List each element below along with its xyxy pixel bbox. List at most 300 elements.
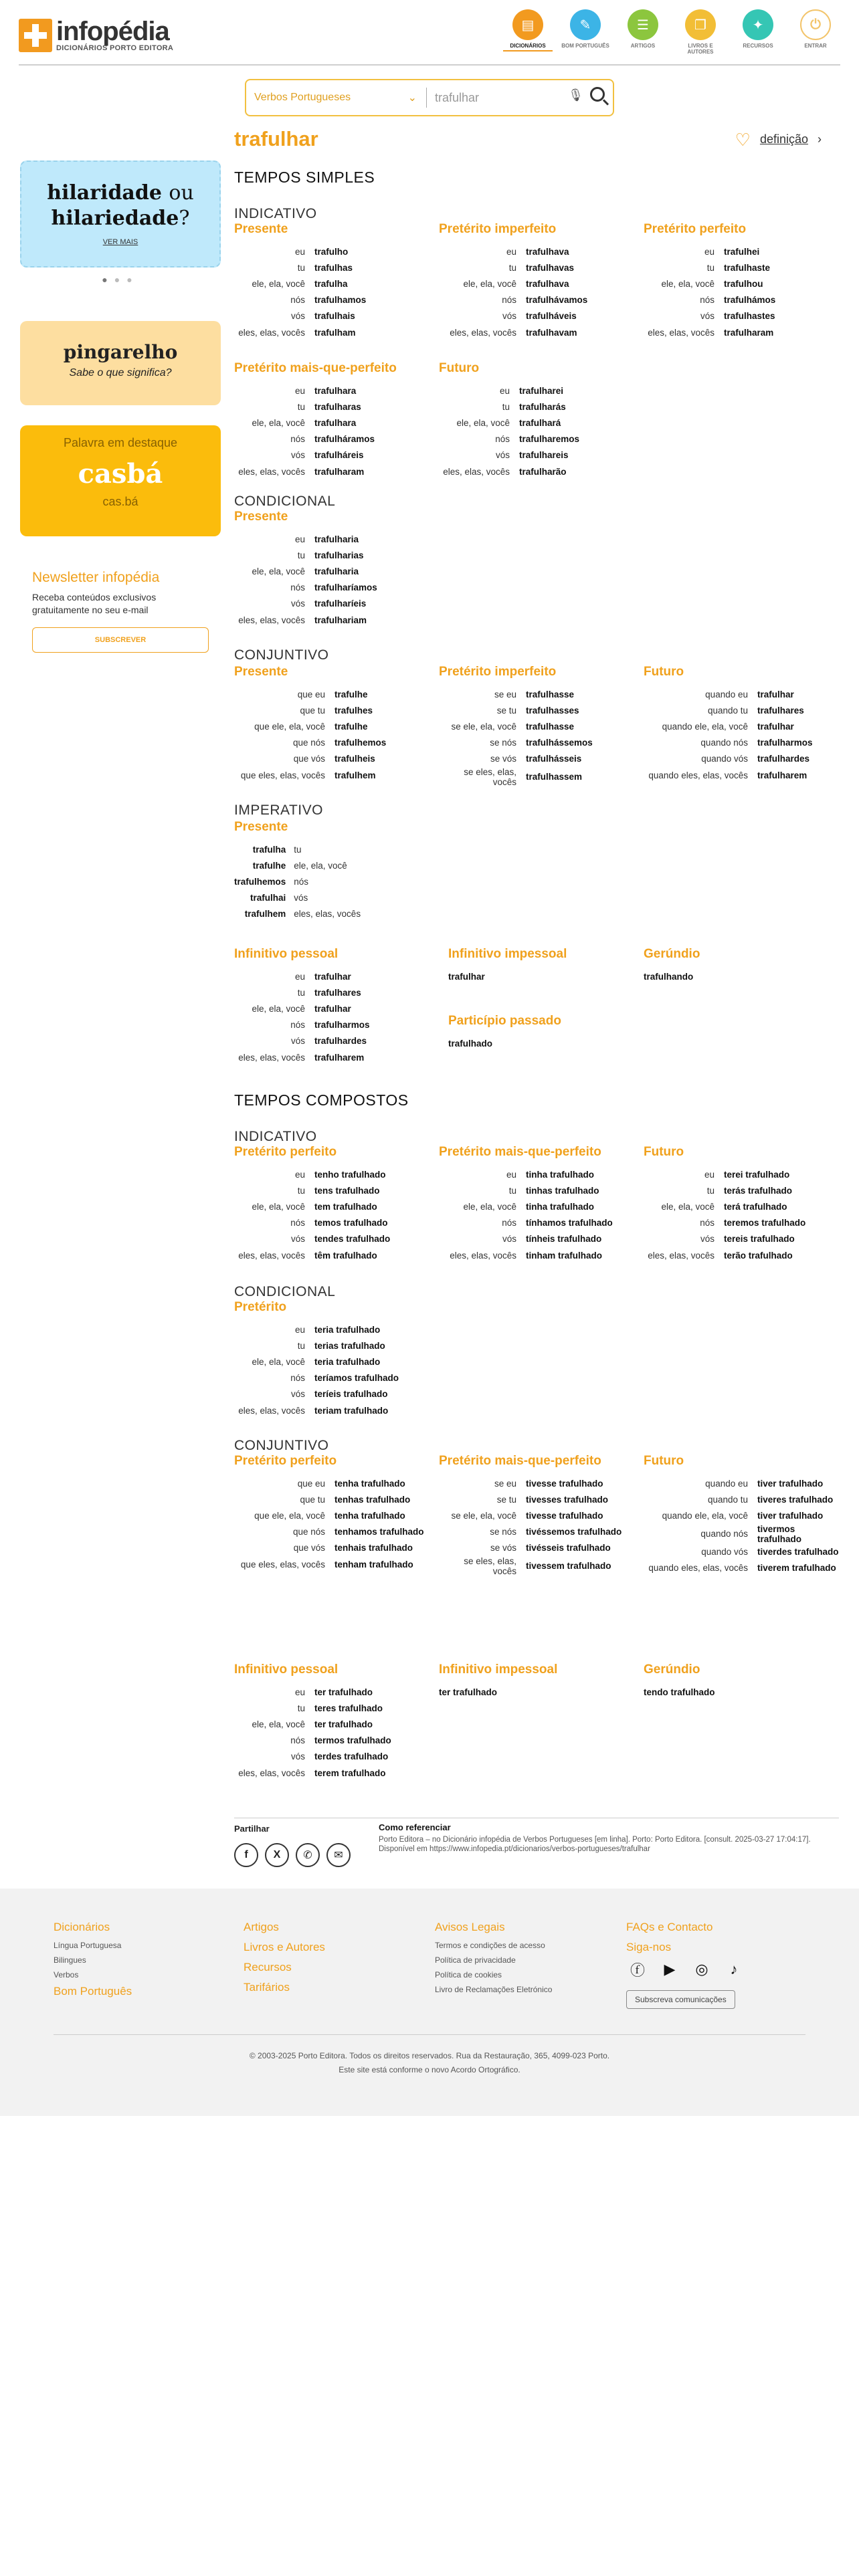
verb-form: teria trafulhado: [314, 1324, 381, 1335]
pronoun: vós: [290, 599, 305, 609]
pronoun: que eles, elas, vocês: [240, 770, 325, 780]
conjugation-row: [234, 383, 375, 399]
verb-form: trafulhasse: [526, 689, 575, 700]
conjugation-row: [439, 718, 593, 734]
verb-form: terdes trafulhado: [314, 1751, 389, 1762]
verb-form: trafulhemos: [335, 738, 387, 748]
conjugation-row: [439, 1475, 622, 1491]
citation-title: Como referenciar: [379, 1822, 451, 1832]
tense-title: Pretérito mais-que-perfeito: [234, 361, 397, 375]
verb-form: tínhamos trafulhado: [526, 1218, 613, 1228]
facebook-icon[interactable]: f: [234, 1843, 258, 1867]
verb-form: trafulhe: [252, 860, 286, 871]
verb-form: tivessem trafulhado: [526, 1561, 611, 1572]
footer-faqs[interactable]: FAQs e Contacto: [626, 1921, 713, 1933]
verb-form: tiverem trafulhado: [757, 1563, 836, 1574]
footer-tarifarios[interactable]: Tarifários: [244, 1981, 290, 1994]
tense-title: Pretérito imperfeito: [439, 665, 557, 679]
conjugation-row: [439, 1215, 613, 1231]
conjugation-row: [644, 968, 693, 984]
nav-item[interactable]: [503, 9, 553, 55]
conjugation-row: [234, 1000, 370, 1016]
footer-bom-portugues[interactable]: Bom Português: [54, 1985, 132, 1998]
tense-block: [644, 1662, 715, 1700]
verb-form: teriam trafulhado: [314, 1405, 389, 1416]
tense-title: Pretérito perfeito: [644, 222, 747, 236]
whatsapp-icon[interactable]: ✆: [296, 1843, 320, 1867]
nav-item[interactable]: [561, 9, 610, 55]
conjugation-row: [644, 1491, 839, 1507]
verb-form: tenham trafulhado: [335, 1559, 413, 1570]
verb-form: tendo trafulhado: [644, 1687, 715, 1697]
conjugation-row: [234, 243, 366, 259]
verb-form: trafulhe: [335, 689, 368, 700]
tense-block: [234, 1300, 399, 1418]
conjugation-row: [234, 1733, 391, 1749]
conjugation-row: [234, 841, 370, 857]
conjugation-row: [439, 735, 593, 751]
dictionary-select-value: Verbos Portugueses: [254, 92, 351, 103]
footer-link[interactable]: Verbos: [54, 1970, 79, 1979]
conjugation-row: [448, 1035, 492, 1051]
conjugation-row: [439, 259, 587, 276]
conjugation-row: [234, 324, 366, 340]
verb-form: trafulha: [252, 844, 286, 855]
pronoun: ele, ela, você: [661, 1201, 714, 1212]
footer-link[interactable]: Política de cookies: [435, 1970, 502, 1979]
verb-form: tivesses trafulhado: [526, 1494, 609, 1505]
verb-form: terem trafulhado: [314, 1767, 386, 1778]
search-icon[interactable]: [590, 87, 605, 102]
tense-title: Infinitivo impessoal: [448, 947, 567, 961]
conjugation-row: [234, 1033, 370, 1049]
footer-recursos[interactable]: Recursos: [244, 1961, 292, 1973]
pronoun: eles, elas, vocês: [648, 327, 714, 338]
verb-form: trafulhamos: [314, 295, 367, 306]
verb-form: tendes trafulhado: [314, 1234, 391, 1245]
verb-form: tivesse trafulhado: [526, 1478, 603, 1489]
nav-label: DICIONÁRIOS: [503, 43, 553, 51]
tense-title: Presente: [234, 820, 288, 834]
tense-title: Pretérito mais-que-perfeito: [439, 1454, 601, 1468]
heart-icon[interactable]: ♡: [735, 129, 751, 150]
tense-title: Pretérito perfeito: [234, 1145, 337, 1159]
conjugation-row: [439, 415, 579, 431]
pronoun: vós: [290, 1234, 305, 1245]
pronoun: vós: [700, 1234, 714, 1245]
chevron-right-icon: ›: [818, 132, 822, 146]
verb-form: trafulharia: [314, 534, 359, 544]
pronoun: ele, ela, você: [252, 1719, 305, 1729]
footer-link[interactable]: Política de privacidade: [435, 1955, 516, 1965]
verb-form: terá trafulhado: [724, 1201, 787, 1212]
footer-livros[interactable]: Livros e Autores: [244, 1941, 325, 1953]
compound-tenses-heading: TEMPOS COMPOSTOS: [234, 1091, 409, 1109]
pronoun: vós: [502, 311, 516, 322]
verb-form: tereis trafulhado: [724, 1234, 795, 1245]
pronoun: ele, ela, você: [463, 1201, 516, 1212]
verb-form: trafulharíeis: [314, 599, 367, 609]
pronoun: tu: [297, 262, 305, 273]
pronoun: vós: [290, 311, 305, 322]
pronoun: tu: [706, 262, 714, 273]
book-icon: ▤: [512, 9, 543, 40]
definition-link[interactable]: [735, 129, 822, 150]
verb-form: trafulháramos: [314, 434, 375, 445]
plus-icon: [19, 19, 52, 52]
books-icon: ❐: [685, 9, 716, 40]
tense-block: [234, 947, 370, 1065]
pronoun: nós: [290, 1735, 305, 1746]
tense-block: [234, 1454, 424, 1572]
verb-form: trafulhaste: [724, 262, 771, 273]
pronoun: tu: [294, 844, 302, 855]
verb-form: terias trafulhado: [314, 1340, 385, 1351]
conjugation-row: [234, 308, 366, 324]
conjugation-row: [234, 889, 370, 905]
word-card[interactable]: [20, 321, 221, 405]
verb-form: trafulha: [314, 278, 348, 289]
verb-form: teremos trafulhado: [724, 1218, 806, 1228]
pronoun: eles, elas, vocês: [238, 1250, 305, 1261]
verb-form: trafulhava: [526, 246, 569, 257]
pronoun: eu: [294, 1324, 305, 1335]
conjugation-row: [644, 1231, 805, 1247]
verb-form: trafulhando: [644, 971, 694, 982]
verb-form: trafulhemos: [234, 876, 286, 887]
pronoun: quando eu: [705, 1478, 748, 1489]
conjugation-row: [439, 1198, 613, 1214]
footer-dicionarios[interactable]: Dicionários: [54, 1921, 110, 1933]
conjugation-row: [644, 1544, 839, 1560]
verb-form: trafulhas: [314, 262, 353, 273]
conjugation-row: [644, 308, 775, 324]
pronoun: eles, elas, vocês: [238, 615, 305, 625]
conjugation-row: [439, 447, 579, 463]
verb-form: tiverdes trafulhado: [757, 1547, 839, 1558]
conjugation-row: [234, 1017, 370, 1033]
conjugation-row: [448, 968, 485, 984]
footer-avisos[interactable]: Avisos Legais: [435, 1921, 505, 1933]
conjugation-row: [644, 1166, 805, 1182]
conjugation-row: [234, 399, 375, 415]
footer-link[interactable]: Bilingues: [54, 1955, 86, 1965]
verb-form: trafulhes: [335, 705, 373, 716]
email-icon[interactable]: ✉: [326, 1843, 351, 1867]
highlight-syllables: cas.bá: [102, 495, 138, 508]
pronoun: quando eles, elas, vocês: [648, 770, 748, 780]
verb-form: tenhas trafulhado: [335, 1494, 411, 1505]
tense-block: [644, 947, 700, 984]
pronoun: ele, ela, você: [456, 417, 510, 428]
logo[interactable]: [19, 19, 173, 52]
verb-form: trafulharem: [314, 1052, 365, 1063]
verb-form: trafulharam: [314, 466, 365, 477]
pronoun: eles, elas, vocês: [238, 466, 305, 477]
conjugation-row: [234, 1491, 424, 1507]
verb-form: trafulhasse: [526, 721, 575, 732]
conjugation-row: [439, 1166, 613, 1182]
tense-block: [234, 1145, 390, 1263]
verb-form: terei trafulhado: [724, 1169, 790, 1180]
facebook-icon[interactable]: ⓕ: [630, 1961, 645, 1979]
carousel-dots[interactable]: ●●●: [102, 274, 139, 285]
pronoun: eles, elas, vocês: [443, 466, 510, 477]
word-card-title: pingarelho: [63, 341, 178, 363]
verb-form: trafulhávamos: [526, 295, 588, 306]
pronoun: quando eles, elas, vocês: [648, 1563, 748, 1574]
pronoun: ele, ela, você: [661, 278, 714, 289]
header: [19, 0, 840, 66]
pronoun: eu: [294, 385, 305, 396]
verb-form: ter trafulhado: [314, 1687, 373, 1697]
conjugation-row: [234, 1166, 390, 1182]
conjugation-row: [234, 1231, 390, 1247]
verb-form: trafulhares: [314, 987, 361, 998]
tense-title: Pretérito mais-que-perfeito: [439, 1145, 601, 1159]
article-icon: ☰: [628, 9, 658, 40]
verb-form: trafulharias: [314, 550, 364, 560]
pronoun: ele, ela, você: [252, 566, 305, 576]
nav-item[interactable]: [733, 9, 783, 55]
conjugation-row: [644, 1475, 839, 1491]
conjugation-row: [234, 984, 370, 1000]
pronoun: se eles, elas, vocês: [464, 1555, 516, 1576]
verb-form: tínheis trafulhado: [526, 1234, 602, 1245]
nav-item[interactable]: [676, 9, 725, 55]
compound-indicativo-heading: INDICATIVO: [234, 1129, 317, 1144]
tense-block: [439, 361, 579, 479]
tense-title: Futuro: [644, 1454, 684, 1468]
nav-item[interactable]: [618, 9, 668, 55]
pronoun: tu: [502, 401, 510, 412]
featured-q: ?: [179, 207, 190, 230]
word-card-subtitle: Sabe o que significa?: [69, 367, 172, 379]
conjugation-row: [234, 1247, 390, 1263]
pronoun: tu: [508, 1185, 516, 1196]
newsletter-title: Newsletter infopédia: [32, 570, 160, 585]
conjugation-row: [234, 1049, 370, 1065]
footer-link[interactable]: Língua Portuguesa: [54, 1941, 122, 1950]
pronoun: ele, ela, você: [252, 278, 305, 289]
verb-form: trafulharia: [314, 566, 359, 576]
conjugation-row: [644, 767, 813, 783]
pronoun: ele, ela, você: [463, 278, 516, 289]
newsletter: [20, 570, 221, 653]
pronoun: nós: [290, 1218, 305, 1228]
verb-form: trafulhasses: [526, 705, 579, 716]
top-nav: [503, 9, 840, 55]
tense-block: [439, 1145, 613, 1263]
pronoun: que eu: [297, 1478, 325, 1489]
verb-form: trafulhásseis: [526, 754, 582, 764]
pronoun: que ele, ela, você: [254, 721, 325, 732]
compound-condicional-heading: CONDICIONAL: [234, 1284, 336, 1299]
conjugation-row: [439, 431, 579, 447]
pronoun: se ele, ela, você: [451, 1510, 516, 1521]
pronoun: que vós: [293, 754, 325, 764]
pronoun: que vós: [293, 1543, 325, 1553]
verb-form: trafulhavas: [526, 262, 575, 273]
newsletter-desc: Receba conteúdos exclusivos gratuitamente no seu e-mail: [32, 592, 157, 615]
pronoun: eles, elas, vocês: [238, 1405, 305, 1416]
verb-form: trafulharmos: [757, 738, 813, 748]
pronoun: se nós: [490, 738, 516, 748]
tense-title: Infinitivo impessoal: [439, 1662, 558, 1677]
conjugation-row: [439, 276, 587, 292]
conjugation-row: [234, 415, 375, 431]
verb-form: tens trafulhado: [314, 1185, 380, 1196]
conjugation-row: [439, 1182, 613, 1198]
conjugation-row: [439, 1247, 613, 1263]
verb-form: tenha trafulhado: [335, 1510, 405, 1521]
conjugation-row: [439, 1231, 613, 1247]
x-icon[interactable]: X: [265, 1843, 289, 1867]
verb-form: teres trafulhado: [314, 1703, 383, 1713]
pronoun: nós: [290, 1020, 305, 1031]
logo-subtitle: DICIONÁRIOS PORTO EDITORA: [56, 44, 174, 52]
pronoun: que eles, elas, vocês: [240, 1559, 325, 1570]
conjugation-row: [234, 718, 386, 734]
featured-or: ou: [169, 181, 194, 205]
citation-text: Porto Editora – no Dicionário infopédia de Verbos Portugueses [em linha]. Porto: Porto Editora. [consult. 2025-03-27 17:04:17]. Disponível em https://www.infopedia.pt/dicionarios/verbos-portugueses/trafulhar: [379, 1836, 811, 1853]
conjugation-row: [644, 1182, 805, 1198]
conjugation-row: [234, 1716, 391, 1732]
conjugation-row: [234, 1524, 424, 1540]
pronoun: quando nós: [700, 738, 748, 748]
logo-name: infopédia: [56, 17, 169, 46]
instagram-icon[interactable]: ◎: [695, 1961, 708, 1977]
pronoun: tu: [297, 550, 305, 560]
tense-title: Particípio passado: [448, 1014, 561, 1028]
tense-block: [439, 665, 593, 787]
pronoun: quando vós: [701, 754, 748, 764]
verb-form: tenhamos trafulhado: [335, 1527, 424, 1537]
conjugation-row: [439, 1491, 622, 1507]
verb-form: tinha trafulhado: [526, 1201, 594, 1212]
conjugation-row: [234, 1321, 399, 1337]
pronoun: que ele, ela, você: [254, 1510, 325, 1521]
conjugation-row: [644, 1198, 805, 1214]
footer-link[interactable]: Termos e condições de acesso: [435, 1941, 545, 1950]
share-label: Partilhar: [234, 1824, 270, 1834]
verb-form: trafulham: [314, 327, 356, 338]
see-more-link[interactable]: VER MAIS: [102, 238, 138, 246]
nav-item[interactable]: [791, 9, 840, 55]
featured-card[interactable]: [20, 160, 221, 267]
pronoun: vós: [290, 1389, 305, 1400]
pronoun: que nós: [292, 1527, 325, 1537]
conjugation-row: [234, 431, 375, 447]
conjuntivo-heading: CONJUNTIVO: [234, 647, 329, 663]
conjugation-row: [439, 1524, 622, 1540]
search-input[interactable]: [427, 91, 561, 105]
tiktok-icon[interactable]: ♪: [730, 1961, 738, 1977]
verb-form: teríeis trafulhado: [314, 1389, 388, 1400]
conjugation-row: [644, 259, 775, 276]
pronoun: nós: [290, 295, 305, 306]
conjugation-row: [644, 735, 813, 751]
conjugation-row: [644, 751, 813, 767]
verb-form: tiver trafulhado: [757, 1478, 824, 1489]
imperativo-heading: IMPERATIVO: [234, 802, 323, 818]
verb-form: trafulhavam: [526, 327, 577, 338]
pronoun: eu: [294, 534, 305, 544]
subscribe-button[interactable]: SUBSCREVER: [32, 627, 209, 653]
conjugation-row: [644, 1684, 715, 1700]
verb-form: teríamos trafulhado: [314, 1373, 399, 1384]
pronoun: tu: [297, 401, 305, 412]
conjugation-row: [644, 1507, 839, 1523]
verb-form: tinham trafulhado: [526, 1250, 602, 1261]
subscribe-communications-button[interactable]: Subscreva comunicações: [626, 1990, 735, 2009]
pronoun: quando vós: [701, 1547, 748, 1558]
tense-title: Pretérito imperfeito: [439, 222, 557, 236]
verb-form: trafulhe: [335, 721, 368, 732]
tense-block: [448, 1014, 561, 1051]
pronoun: nós: [290, 434, 305, 445]
pronoun: eu: [704, 1169, 714, 1180]
tense-title: Presente: [234, 222, 288, 236]
verb-form: trafulhar: [757, 689, 794, 700]
tense-title: Presente: [234, 665, 288, 679]
pronoun: se vós: [490, 1543, 516, 1553]
conjugation-row: [234, 1354, 399, 1370]
verb-form: trafulhou: [724, 278, 763, 289]
verb-form: tivesse trafulhado: [526, 1510, 603, 1521]
compound-conjuntivo-heading: CONJUNTIVO: [234, 1438, 329, 1453]
conjugation-row: [644, 702, 813, 718]
verb-form: tivermos trafulhado: [757, 1523, 801, 1544]
verb-form: terás trafulhado: [724, 1185, 793, 1196]
pronoun: eles, elas, vocês: [238, 327, 305, 338]
verb-form: tiveres trafulhado: [757, 1494, 834, 1505]
footer-link[interactable]: Livro de Reclamações Eletrónico: [435, 1985, 553, 1994]
verb-form: trafulho: [314, 246, 349, 257]
highlight-card[interactable]: [20, 425, 221, 536]
tense-block: [234, 510, 377, 628]
conjugation-row: [439, 324, 587, 340]
verb-form: trafulheis: [335, 754, 375, 764]
conjugation-row: [234, 1198, 390, 1214]
microphone-icon[interactable]: 🎙: [568, 88, 583, 102]
pronoun: eles, elas, vocês: [648, 1250, 714, 1261]
verb-form: trafulharei: [519, 385, 564, 396]
pronoun: eu: [294, 971, 305, 982]
verb-form: trafulhássemos: [526, 738, 593, 748]
conjugation-row: [439, 383, 579, 399]
verb-form: tiver trafulhado: [757, 1510, 824, 1521]
dictionary-select[interactable]: [246, 88, 427, 108]
tense-title: Gerúndio: [644, 1662, 700, 1677]
verb-form: têm trafulhado: [314, 1250, 377, 1261]
tense-block: [234, 361, 397, 479]
pronoun: se eu: [494, 1478, 516, 1489]
footer-artigos[interactable]: Artigos: [244, 1921, 279, 1933]
pronoun: se ele, ela, você: [451, 721, 516, 732]
pronoun: vós: [502, 1234, 516, 1245]
pronoun: que tu: [300, 1494, 325, 1505]
conjugation-row: [439, 1556, 622, 1576]
conjugation-row: [234, 1684, 391, 1700]
pronoun: tu: [508, 262, 516, 273]
conjugation-row: [234, 547, 377, 563]
youtube-icon[interactable]: ▶: [664, 1961, 676, 1977]
pronoun: que tu: [300, 705, 325, 716]
featured-word-1: hilaridade: [47, 181, 162, 205]
chevron-down-icon: ⌄: [407, 92, 417, 104]
verb-form: trafulharão: [519, 466, 567, 477]
